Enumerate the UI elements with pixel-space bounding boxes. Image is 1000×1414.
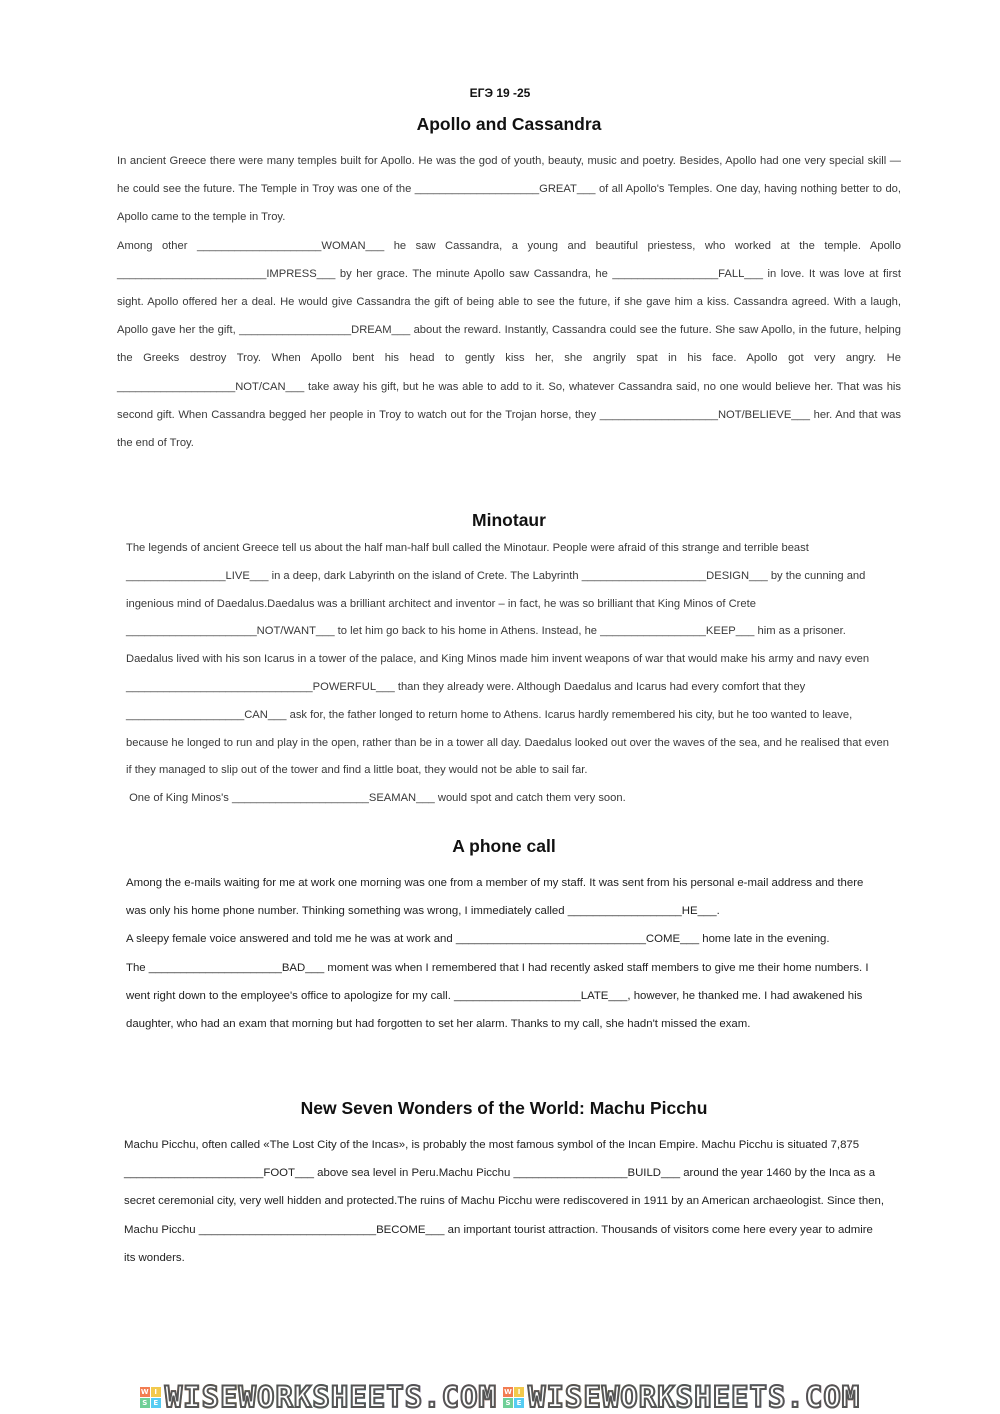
logo-tile: E <box>514 1398 524 1408</box>
section-minotaur <box>126 510 892 813</box>
page-label: ЕГЭ 19 -25 <box>469 86 531 100</box>
section-machu-picchu <box>124 1098 884 1272</box>
brand-unit <box>503 1380 860 1414</box>
paragraph: In ancient Greece there were many temples built for Apollo. He was the god of youth, beauty, music and poetry. Besides, Apollo had one very special skill — he could see the future. The Temple in Troy was one of the ____________________GREAT___ of all Apollo's Temples. One day, having nothing better to do, Apollo came to the temple in Troy. <box>117 155 901 224</box>
paragraph: Among other ____________________WOMAN___ he saw Cassandra, a young and beautiful priestess, who worked at the temple. Apollo ________________________IMPRESS___ by her grace. The minute Apollo saw Cassandra, he _________________FALL___ in love. It was love at first sight. Apollo offered her a deal. He would give Cassandra the gift of being able to see the future, if she gave him a kiss. Cassandra agreed. With a laugh, Apollo gave her the gift, __________________DREAM___ about the reward. Instantly, Cassandra could see the future. She saw Apollo, in the future, helping the Greeks destroy Troy. When Apollo bent his head to gently kiss her, she angrily spat in his face. Apollo got very angry. He ___________________NOT/CAN___ take away his gift, but he was able to add to it. So, whatever Cassandra said, no one would believe her. That was his second gift. When Cassandra begged her people in Troy to watch out for the Trojan horse, they ___________________NOT/BELIEVE___ her. And that was the end of Troy. <box>117 239 901 450</box>
paragraph: The _____________________BAD___ moment was when I remembered that I had recently asked staff members to give me their home numbers. I went right down to the employee's office to apologize for my call. ____________________LATE___, however, he thanked me. I had awakened his daughter, who had an exam that morning but had forgotten to set her alarm. Thanks to my call, she hadn't missed the exam. <box>126 961 869 1031</box>
brand-unit <box>140 1380 497 1414</box>
section-phone-call <box>126 836 882 1038</box>
brand-logo-icon <box>503 1387 524 1408</box>
paragraph: Among the e-mails waiting for me at work one morning was one from a member of my staff. It was sent from his personal e-mail address and there was only his home phone number. Thinking something was wrong, I immediately called __________________HE___. <box>126 877 864 918</box>
section-title: A phone call <box>452 836 556 856</box>
paragraph: One of King Minos's ______________________SEAMAN___ would spot and catch them very soon. <box>126 792 626 805</box>
logo-tile: I <box>151 1387 161 1397</box>
logo-tile: W <box>140 1387 149 1396</box>
paragraph: The legends of ancient Greece tell us about the half man-half bull called the Minotaur. People were afraid of this strange and terrible beast ________________LIVE___ in a deep, dark Labyrinth on the island of Crete. The Labyrinth ____________________DESIGN___ by the cunning and ingenious mind of Daedalus.Daedalus was a brilliant architect and inventor – in fact, he was so brilliant that King Minos of Crete _____________________NOT/WANT___ to let him go back to his home in Athens. Instead, he _________________KEEP___ him as a prisoner. Daedalus lived with his son Icarus in a tower of the palace, and King Minos made him invent weapons of war that would make his army and navy even ______________________________POWERFUL___ than they already were. Although Daedalus and Icarus had every comfort that they ___________________CAN___ ask for, the father longed to return home to Athens. Icarus hardly remembered his city, but he too wanted to leave, because he longed to run and play in the open, rather than be in a tower all day. Daedalus looked out over the waves of the sea, and he realised that even if they managed to slip out of the tower and find a little boat, they would not be able to sail far. <box>126 542 889 777</box>
logo-tile: W <box>504 1387 512 1396</box>
section-title: Apollo and Cassandra <box>416 114 602 134</box>
brand-text: WISEWORKSHEETS.COM <box>164 1380 497 1414</box>
section-apollo-cassandra <box>117 114 901 457</box>
logo-tile: E <box>151 1398 161 1408</box>
brand-text: WISEWORKSHEETS.COM <box>528 1380 861 1414</box>
section-title: Minotaur <box>472 510 546 530</box>
paragraph: A sleepy female voice answered and told me he was at work and ______________________________COME___ home late in the evening. <box>126 933 830 946</box>
footer-brand <box>0 1380 1000 1414</box>
section-title: New Seven Wonders of the World: Machu Picchu <box>300 1098 708 1118</box>
logo-tile: S <box>140 1398 150 1408</box>
logo-tile: I <box>514 1387 524 1397</box>
paragraph: Machu Picchu, often called «The Lost City of the Incas», is probably the most famous symbol of the Incan Empire. Machu Picchu is situated 7,875 ______________________FOOT___ above sea level in Peru.Machu Picchu __________________BUILD___ around the year 1460 by the Inca as a secret ceremonial city, very well hidden and protected.The ruins of Machu Picchu were rediscovered in 1911 by an American archaeologist. Since then, Machu Picchu ____________________________BECOME___ an important tourist attraction. Thousands of visitors come here every year to admire its wonders. <box>124 1139 884 1264</box>
logo-tile: S <box>503 1398 513 1408</box>
brand-logo-icon <box>140 1387 161 1408</box>
